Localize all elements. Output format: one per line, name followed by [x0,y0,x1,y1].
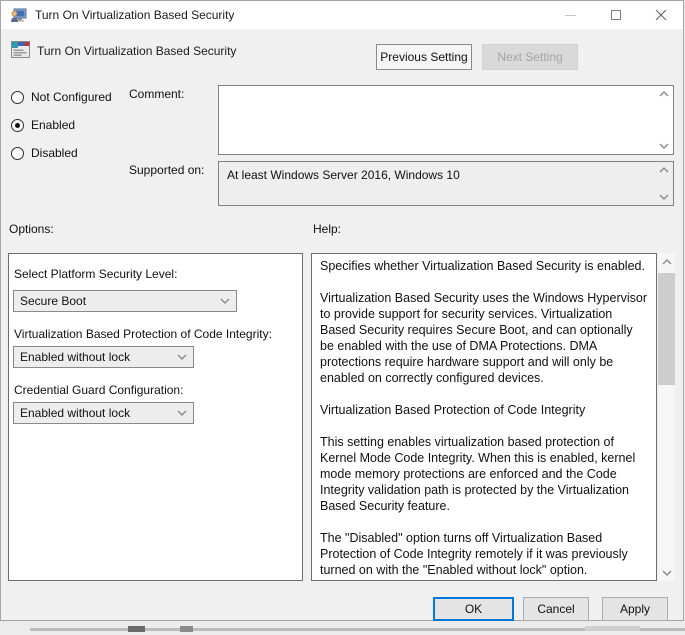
radio-enabled[interactable] [11,117,75,133]
chevron-down-icon [171,403,193,423]
scroll-down-icon[interactable] [659,142,669,150]
close-button[interactable] [638,1,683,29]
window-title: Turn On Virtualization Based Security [35,8,235,22]
supported-on-label: Supported on: [129,163,205,177]
ok-button[interactable]: OK [433,597,514,621]
policy-setting-icon [11,41,30,58]
cancel-button[interactable]: Cancel [523,597,589,621]
supported-on-field [218,161,674,206]
radio-label: Not Configured [31,90,112,104]
maximize-button[interactable] [593,1,638,29]
dropdown-selected-value: Secure Boot [20,294,87,308]
scroll-up-icon[interactable] [659,90,669,98]
next-setting-button[interactable]: Next Setting [482,44,578,70]
setting-title: Turn On Virtualization Based Security [37,44,237,58]
dropdown-selected-value: Enabled without lock [20,406,131,420]
close-icon [655,9,667,21]
supported-on-value: At least Windows Server 2016, Windows 10 [227,168,460,182]
radio-icon [11,119,24,132]
setting-header [1,39,683,69]
background-window-fragment [180,626,193,632]
background-window-fragment [128,626,145,632]
help-scrollbar[interactable] [658,253,675,581]
help-text-panel [311,253,657,581]
minimize-button [548,1,593,29]
scrollbar-thumb[interactable] [658,273,675,385]
radio-disabled[interactable] [11,145,78,161]
window-controls [548,1,683,29]
scroll-up-icon [659,166,669,174]
group-policy-user-icon [10,8,27,23]
help-paragraph: This setting enables virtualization based protection of Kernel Mode Code Integrity. When this is enabled, kernel mode memory protections are enforced and the Code Integrity validation path is protected by the Virtualization Based Security feature. [320,435,636,513]
platform-security-level-label: Select Platform Security Level: [14,267,178,281]
help-paragraph: Specifies whether Virtualization Based Security is enabled. [320,259,645,273]
options-panel [8,253,303,581]
help-paragraph: The "Disabled" option turns off Virtualization Based Protection of Code Integrity remotely if it was previously turned on with the "Enabled without lock" option. [320,531,628,577]
help-paragraph: Virtualization Based Security uses the Windows Hypervisor to provide support for security services. Virtualization Based Security requires Secure Boot, and can optionally be enabled with the use of DMA Protections. DMA protections require hardware support and will only be enabled on correctly configured devices. [320,291,647,385]
comment-input[interactable] [218,85,674,155]
radio-not-configured[interactable] [11,89,112,105]
code-integrity-protection-dropdown[interactable] [13,346,194,368]
options-section-label: Options: [9,222,54,236]
radio-label: Enabled [31,118,76,132]
code-integrity-protection-label: Virtualization Based Protection of Code Integrity: [14,327,272,341]
scroll-up-icon[interactable] [658,253,675,270]
minimize-icon [565,15,576,16]
radio-label: Disabled [31,146,78,160]
scroll-down-icon [659,193,669,201]
background-window-fragment [585,626,640,631]
credential-guard-config-dropdown[interactable] [13,402,194,424]
scroll-down-icon[interactable] [658,564,675,581]
previous-setting-button[interactable]: Previous Setting [376,44,472,70]
comment-label: Comment: [129,87,185,101]
chevron-down-icon [214,291,236,311]
help-section-label: Help: [313,222,342,236]
apply-button[interactable]: Apply [602,597,668,621]
maximize-icon [611,10,621,20]
radio-icon [11,91,24,104]
platform-security-level-dropdown[interactable] [13,290,237,312]
help-paragraph: Virtualization Based Protection of Code Integrity [320,403,586,417]
chevron-down-icon [171,347,193,367]
titlebar [1,1,683,29]
credential-guard-config-label: Credential Guard Configuration: [14,383,184,397]
dropdown-selected-value: Enabled without lock [20,350,131,364]
radio-icon [11,147,24,160]
background-window-strip [0,622,685,635]
